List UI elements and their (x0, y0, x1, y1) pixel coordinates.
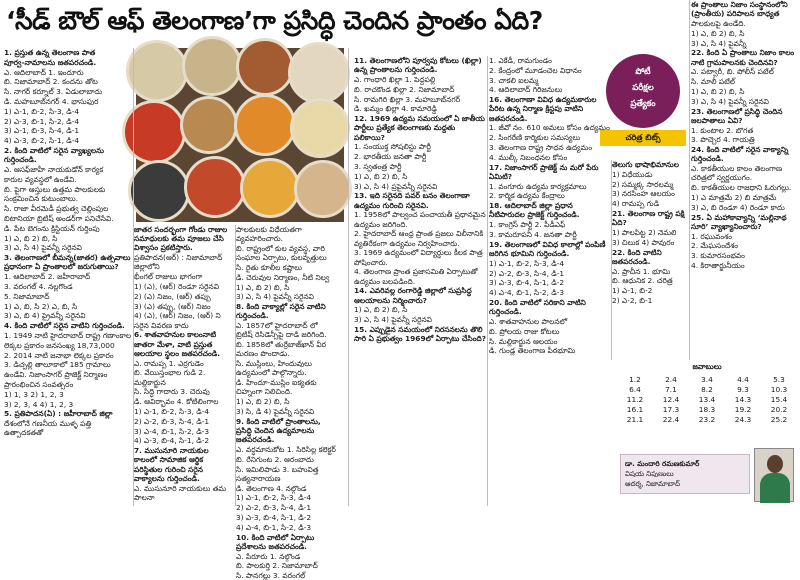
option-text: 4) ఎ-3, బి-4, సి-1, డి-2 (134, 436, 210, 446)
question-text: జాతర సందర్భంగా గోండు రాజుల సమాధులకు తమ పూజలు చేసి విశ్వాసం ప్రకటిస్తారు. (134, 225, 228, 253)
option-text: ఎ. ఆసఫ్‌జాహీ నాయకుడోన్ కార్యక (4, 164, 104, 174)
answer-cell: 1.2 (629, 375, 641, 384)
option-text: 1) ఎ-1, బి-2 (612, 286, 653, 296)
option-text: 5. నిజామాబాద్ (4, 291, 50, 301)
option-text: భీంగల్ రాజులు భాగంగా (134, 272, 203, 282)
question-text: 7. ముసునూరి నాయకుల కాలంలో సామాజిక ఆర్థిక పరిస్థితుల గురించి సరైన వాక్యాలను గుర్తించండి. (134, 446, 209, 483)
option-text: 3) (ఎ) తప్పు, (ఆర్) నిజం (134, 301, 211, 311)
answer-cell: 11.2 (626, 395, 644, 404)
option-text: 1) ఎ, బి, సి 2) ఎ, బి, సి (4, 301, 78, 311)
answer-cell: 13.4 (698, 395, 716, 404)
seed-bowl (290, 98, 350, 158)
option-text: బి. రాష్ట్రంలో కుల వ్యవస్థ, వారి సంఘాల ఏర్పాటు, కులవృత్తులు (236, 244, 327, 263)
option-text: 4. ముల్కీ నిబంధనల కోసం (489, 152, 568, 162)
option-text: డి. పేట బెగంను క్రిస్టియన్ గుర్తింపు (4, 223, 100, 233)
option-text: ప్రారంభించిన సంవత్సరం (4, 379, 74, 389)
option-text: 2. భారతీయ జనతా పార్టీ (354, 152, 427, 162)
option-text: 1) ఎ, బి 2) బి, సి (691, 28, 745, 38)
answer-cell: 19.2 (734, 405, 752, 414)
author-name: డా. మందారి రమణకుమార్ (625, 460, 700, 468)
option-text: సి. సిద్ధి గాదారు 3. చెరువు (134, 387, 210, 397)
author-photo (754, 448, 794, 502)
option-text: 3) ఎ, సి 4) ప్రపైవన్నీ సరైనవి (354, 181, 438, 191)
question-text: 11. తెలంగాణలోని పూర్వపు కోటలు (ఖిల్లా) ఉన్న ప్రాంతాలను గుర్తించండి. (354, 56, 482, 75)
option-text: ఎ. ప్రాచీన 1. భూమి (612, 266, 671, 276)
question-text: 8. కింది వాక్యాల్లో సరైన వాటిని గుర్తించండి. (236, 302, 326, 321)
option-text: 4) రామప్ప గుడి (612, 199, 660, 209)
option-text: 3) ఎ, సి 4) పైవన్నీ సరైనవి (236, 292, 314, 302)
option-text: 4) ఎ-4, బి-1, సి-2, డి-3 (489, 288, 565, 298)
question-text: పూర్వ-నామాలను జతపరచండి. (4, 57, 97, 67)
question-text: 20. కింది వాటిలో సరికాని వాటిని గుర్తించండి. (489, 297, 586, 317)
answer-grid (618, 375, 796, 424)
option-text: 1) ఎ, బి 2) బి, సి (236, 397, 290, 407)
option-text: 3. కుమారసంభవం (691, 251, 745, 261)
question-text: 18. ఆదిలాబాద్ జిల్లా ప్రధాన నీటిపారుదల ప్రాజెక్ట్ గుర్తించండి. (489, 201, 580, 220)
option-text: బి. ఆధునిక 2. చరిత్ర (612, 276, 673, 286)
column-a (4, 48, 132, 506)
option-text: డి. హిందూ-ముస్లిం ఐక్యతకు చిహ్నంగా నిలిచింది. (236, 378, 317, 397)
option-text: డి. చెరువుల నిర్మాణం, నీటి నిల్వ (236, 272, 330, 282)
column-divider (348, 48, 349, 506)
answer-cell: 17.3 (662, 405, 680, 414)
option-text: 2) ఎ-3, బి-1, సి-2, డి-4 (4, 116, 80, 126)
option-text: 1) ఎ, బి 2) బి, సి (354, 171, 408, 181)
answer-cell: 16.1 (626, 405, 644, 414)
option-text: బి. కాకతీయుల రాజధాని ఓరుగల్లు. (691, 183, 792, 193)
badge-line3: ప్రత్యేకం (630, 99, 656, 109)
answer-cell: 24.3 (734, 415, 752, 424)
answer-cell: 21.1 (626, 415, 644, 424)
question-text: 2. కింది వాటిలో సరైన వ్యాఖ్యలను గుర్తించండి. (4, 145, 104, 165)
answer-key-title: జవాబులు (692, 362, 722, 371)
option-text: 1) ఎ-1, బి-2, సి-3, డి-4 (4, 106, 80, 116)
badge-line2: పరీక్షల (632, 83, 654, 93)
option-text: 3) ఎ-1, బి-3, సి-4, డి-1 (4, 126, 80, 136)
option-text: 3. తెలంగాణ రాష్ట్ర సాధన ఉద్యమం (489, 142, 593, 152)
option-text: సి. ముస్లింలు, హిందువులు ఉద్యమంలో పాల్గొన్నారు. (236, 359, 312, 378)
option-text: సి. మాలీ పటేల్ (691, 77, 736, 87)
author-card (620, 448, 796, 504)
option-text: డి. తెలంగాణ 4. నల్గొండ (236, 483, 307, 493)
option-text: 1) ఎ, బి 2) బి, సి (4, 233, 58, 243)
answer-cell: 14.3 (734, 395, 752, 404)
option-text: 1) 1, 3 2) 1, 2, 3 (4, 389, 64, 399)
option-text: 3. డిచ్పల్లి తాలూకాలో 185 గ్రామాలు (4, 360, 111, 370)
option-text: 1. కాంగ్రెస్ పార్టీ 2. పీడీఎఫ్ (489, 220, 566, 230)
option-text: 3) ఎ-3, బి-4, సి-1, డి-2 (489, 278, 565, 288)
answer-cell: 7.1 (665, 385, 677, 394)
option-text: 1) విధేయుడు (612, 169, 653, 179)
option-text: ఎ. కాకతీయుల కాలం తెలంగాణ చరిత్రలో స్వర్ణయుగం. (691, 164, 783, 183)
answer-cell: 18.3 (698, 405, 716, 414)
option-text: 2. హైదరాబాద్ ఆంధ్ర ప్రాంత ప్రజలు విలీనానికి వ్యతిరేకంగా ఉద్యమం నిర్వహించారు. (354, 229, 484, 248)
seed-bowl (184, 156, 246, 218)
option-text: 2. సింగరేణి కార్మికుల సమస్యలు (489, 133, 581, 143)
answer-cell: 23.2 (698, 415, 716, 424)
author-role: విషయ నిపుణులు (625, 470, 674, 478)
option-text: ఎ. వర్ధమానుకోట 1. సిరిసిల్ల కలెక్టర్ (236, 444, 336, 454)
option-text: 3) ఎ, సి 4) పైవన్నీ (691, 38, 747, 48)
option-text: డి. గుండ్ల తెలంగాణ పీఠభూమి (489, 346, 576, 356)
question-text: 15. ఎప్పుడైన సమయంలో నిరసనలను తొలి సారి ఏ ప్రభుత్వం 1969లో ఏర్పాటు చేసింది? (354, 324, 486, 344)
history-bits-badge (600, 54, 686, 150)
option-text: ఎ. 1857లో హైదరాబాద్ లో బ్రిటిష్ రెసిడెన్సీపై దాడి జరిగింది. (236, 321, 327, 340)
option-text: 3) ఎ-4, బి-1, సి-2, డి-3 (134, 426, 210, 436)
answer-cell: 6.4 (629, 385, 641, 394)
option-text: ఎ. గాంధారి ఖిల్లా 1. పెద్దపల్లి (354, 75, 436, 84)
column-divider (487, 56, 488, 506)
answer-cell: 3.4 (701, 375, 713, 384)
question-text: 13. ఇది సరైనది పవర్ బనం తెలంగాణా ఉద్యమం గురించి సరైనవి. (354, 191, 470, 210)
column-g (691, 0, 797, 362)
question-text: 25. ఏ మహాకావ్యాన్ని ‘మల్లినాథ సూరి’ వ్యాఖ్యానించారు? (691, 212, 787, 231)
answer-cell: 12.4 (662, 395, 680, 404)
option-text: 1. 1958లో పాల్వంచ పంచాయతీ ప్రధానమైన ఉద్యమం జరిగింది. (354, 210, 486, 229)
option-text: బి. రేనిగుంట 2. ఆరంబాదు (236, 454, 314, 464)
author-info (620, 454, 750, 494)
option-text: 2. మేఘసందేశం (691, 241, 739, 251)
option-text: సి. ఇమిలిపాడు 3. బహువిత్త సత్యనారాయణ (236, 464, 319, 483)
avatar-head (767, 455, 783, 473)
option-text: సి. రామగిరి ఖిల్లా 3. మహబూబ్‌నగర్ (354, 94, 461, 104)
option-text: 1) ఎ మాత్రమే 2) బి మాత్రమే (691, 192, 777, 202)
question-text: 9. కింది వాటిలో ప్రాంతాలను, ప్రసిద్ధి చెందిన ఉద్యమాలను జతపరచండి. (236, 416, 321, 445)
option-text: 3) ఎ, సి 4) పైవన్నీ సరైనవి (354, 315, 432, 325)
option-text: 3. 1969 ఉద్యమంలో విద్యార్థులు కీలక పాత్ర పోషించారు. (354, 248, 483, 267)
answer-cell: 10.3 (770, 385, 788, 394)
seed-bowl (128, 160, 190, 222)
option-text: 2) ఎ-2, బి-3, సి-4, డి-1 (489, 268, 565, 278)
badge-line1: పోటీ (635, 67, 651, 77)
option-text: 4) ఎ-3, బి-2, సి-1, డి-4 (4, 136, 80, 146)
option-text: ఎ. ఆదిలాబాద్ 1. ఇందూరు (4, 67, 84, 77)
question-text: ఈ ప్రాంతాలు నిజాం సంస్థానంలోని (ప్రాంతీయ) పరిపాలన బాధ్యత (691, 0, 788, 19)
option-text: డి. మహబూబ్‌నగర్ 4. భాసుఫుర (4, 96, 99, 106)
option-text: డి. ఖమ్మం ఖిల్లా 4. కామారెడ్డి (354, 104, 437, 114)
question-text: 19. తెలంగాణలో వివిధ కాలాల్లో పంపిణీ జరిగిన భూమిని గుర్తించండి. (489, 239, 606, 258)
option-text: 3) సి, డి 4) పైవన్నీ సరైనవి (236, 406, 315, 416)
answer-cell: 2.4 (665, 375, 677, 384)
option-text: ప్రతిపాదన(ఆర్) : నిజామాబాద్ జిల్లాలోని (134, 253, 223, 272)
option-text: 4) (ఎ), (ఆర్) నిజం, (ఆర్) ని సరైన వివరణ కాదు (134, 311, 221, 330)
column-c (236, 225, 336, 580)
seed-bowl (240, 158, 300, 218)
column-d (354, 56, 486, 506)
option-text: 1) ఎ, బి 2) బి, సి (691, 86, 745, 96)
seed-bowls-photo (136, 48, 344, 222)
author-org: ఆదర్శ, నిజామాబాద్ (625, 480, 681, 488)
option-text: 1. కుంటాల 2. బొగత (691, 125, 754, 135)
question-text: 12. 1969 ఉద్యమ సమయంలో ఏ జాతీయ పార్టీలు ప్రత్యేక తెలంగాణకు మద్దతు పలికాయి? (354, 114, 485, 142)
column-f (612, 160, 692, 320)
seed-bowl (126, 40, 188, 102)
option-text: బి. రాచకొండ ఖిల్లా 2. నిజామాబాద్ (354, 84, 455, 94)
option-text: పాలకులకు విధేయతగా వ్యవహరించారు. (236, 225, 302, 244)
option-text: 1) ఎ, బి 2) బి, సి (236, 282, 290, 292)
seed-bowl (180, 96, 238, 154)
question-text: 1. ప్రస్తుత ఉన్న తెలంగాణ పాత (4, 48, 96, 57)
question-text: 14. ఎవరివల్ల రంగారెడ్డి జిల్లాలో సుప్రసిద్ధ ఆలయాలను నిర్మించారు? (354, 286, 472, 305)
headline: ‘సీడ్ బౌల్ ఆఫ్ తెలంగాణ’గా ప్రసిద్ధి చెందిన ప్రాంతం ఏది? (6, 6, 543, 35)
option-text: 2) (ఎ) నిజం, (ఆర్) తప్పు (134, 291, 211, 301)
option-text: 2. 2014 నాటి జనాభా లెక్కల ప్రకారం (4, 350, 114, 360)
option-text: బి. వేయిస్తంభాల గుడి 2. మల్లికార్జున (134, 368, 206, 387)
answer-cell: 8.2 (701, 385, 713, 394)
seed-bowl (288, 42, 350, 104)
option-text: 3) చిలుక 4) పావురం (612, 237, 675, 247)
option-text: 3) ఎ, బి రెండూ 4) రెండూ కాదు (691, 202, 785, 212)
option-text: 3) ఎ, బి 4) ప్రైవన్నీ సరైనవి (4, 311, 86, 321)
option-text: సి. రాజా వీరమెడీ ప్రభుత్వ చెల్లింపుల (4, 204, 109, 214)
option-text: 4) ఎ-4, బి-1, సి-2, డి-3 (236, 522, 312, 532)
option-text: డి. ఆవిర్భావం 4. కోటిలింగాల (134, 397, 219, 407)
question-text: 5. ప్రతిపాదన(ఏ) : జహీరాబాద్ జిల్లా (4, 409, 113, 419)
question-text: 16. తెలంగాణా వివిధ ఉద్యమకారుల పేరిట ఉన్న నిర్మాణ క్రిస్టపు వాటిని జతపరచండి. (489, 95, 597, 123)
option-text: 3) ఎ, సి 4) పైవన్నీ సరైనవి (691, 96, 769, 106)
option-text: బిటానియా బ్రిటిష్ అండర్‌గా పనిచేసేవి. (4, 213, 114, 223)
answer-cell: 25.2 (770, 415, 788, 424)
option-text: లెక్కల ప్రకారం జనసంఖ్య 18,73,000 (4, 340, 115, 350)
option-text: 2. కార్మిక ఉద్యమ కేంద్రాలు (489, 191, 565, 201)
option-text: 3) 2, 3, 4 4) 1, 2, 3 (4, 399, 74, 409)
option-text: సి. పానగల్లు 3. వరంగల్ (236, 571, 306, 580)
option-text: 3. కామరూపనీ 4. జనతా పార్టీ (489, 229, 577, 239)
column-e (489, 56, 610, 506)
badge-ribbon: చరిత్ర బిట్స్ (600, 130, 686, 146)
option-text: పాలకులపై ఉండేది. (691, 19, 746, 28)
question-text: 3. తెలంగాణలో బీమన్న(జాతర) ఉత్సవాలు ప్రధానంగా ఏ ప్రాంతాలలో జరుగుతాయి? (4, 253, 131, 272)
option-text: ఎ. రామప్ప 1. ఎర్రగుడెం (134, 358, 204, 368)
answer-cell: 15.4 (770, 395, 788, 404)
column-b (134, 225, 234, 506)
option-text: బి. పాలకుర్తి 2. నిజామాబాద్ (236, 561, 318, 571)
option-text: 1) (ఎ), (ఆర్) రెండూ సరైనవి (134, 282, 219, 291)
option-text: 3) ఎ, సి 4) పైవన్నీ సరైనవి (4, 243, 82, 253)
answer-cell: 5.3 (773, 375, 785, 384)
option-text: 2) ఎ-2, బి-3, సి-4, డి-1 (236, 503, 312, 513)
option-text: సంక్రమించిన కుటుంబాలు. (4, 194, 79, 204)
avatar-body (760, 473, 790, 503)
option-text: 1. 1949 నాటి హైదరాబాద్ రాష్ట్ర గణాంకాల (4, 330, 132, 340)
seed-bowl (182, 36, 242, 96)
option-text: 1. జీవో నం. 610 అమలు కోసం ఉద్యమం (489, 123, 610, 133)
option-text: దేశంలోనే గణనీయ ముళ్ళ పత్తి ఉత్పాదకతతో (4, 419, 92, 438)
answer-cell: 9.3 (737, 385, 749, 394)
option-text: 3. పొచ్చెర 4. గాయత్రి (691, 135, 755, 145)
option-text: కారుల వ్యవస్థలో ఉండేవి. (4, 174, 77, 184)
option-text: బి. నిజామాబాద్ 2. కందను తోట (4, 77, 98, 87)
option-text: 1. సంయుక్త సోషలిస్టు పార్టీ (354, 142, 431, 152)
option-text: 2) ఎ-2, బి-1 (612, 295, 653, 305)
question-text: 22. కింది ఏ ప్రాంతాలు నిజాం కాలం నాటి గ్రామపాలనకు చెందినవి? (691, 48, 795, 67)
option-text: ఎ. పట్వారీ, బి. పోలీస్ పటేల్ (691, 67, 774, 77)
option-text: 1. రఘువంశం (691, 231, 732, 241)
option-text: సి. మల్లికార్జున ఆలయం (489, 336, 558, 346)
question-text: 23. తెలంగాణలో ప్రసిద్ధి చెందిన జలపాతాలు ఏవి? (691, 106, 783, 125)
option-text: 3. చాకలి ఐలమ్మ (489, 75, 539, 85)
option-text: ఎ. పేరూరు 1. నల్గొండ (236, 551, 301, 561)
option-text: 1) ఎ-1, బి-2, సి-3, డి-4 (489, 258, 565, 268)
option-text: 3) ఎ-3, బి-4, సి-1, డి-2 (236, 512, 312, 522)
option-text: సి. నాగర్ కర్నూల్ 3. ఏడులాబాదు (4, 87, 103, 97)
option-text: బి. పైగా ఆస్తులు ఉత్తమ పాలకులకు (4, 184, 106, 194)
option-text: 1. ఆదిలాబాద్ 2. జహీరాబాద్ (4, 272, 91, 282)
option-text: 1. ఎకేడీ, రామగుండం (489, 56, 552, 65)
question-text: 10. కింది వాటిలో ఏర్పాటు ప్రదేశాలను జతపరచండి. (236, 532, 315, 551)
answer-cell: 20.2 (770, 405, 788, 414)
seed-bowl (236, 38, 294, 96)
option-text: 4. ఆదిలాబాద్ గిరిజనులు (489, 85, 563, 95)
question-text: 24. కింది వాటిలో సరైన వాక్యాన్ని గుర్తించండి. (691, 145, 789, 164)
option-text: 1. వంగూరు ఉద్యమ కార్యక్రమాలు (489, 181, 587, 191)
option-text: 1) ఎ-1, బి-2, సి-3, డి-4 (134, 406, 210, 416)
option-text: సి. రైతు కూలీల కష్టాలు (236, 263, 303, 272)
option-text: బి. 1858లో తుర్రేబాజ్‌ఖాన్ వీర మరణం పొందాడు. (236, 340, 327, 359)
question-text: 4. కింది వాటిలో సరైన వాటిని గుర్తించండి. (4, 321, 125, 331)
option-text: 3. స్వతంత్ర పార్టీ (354, 161, 402, 171)
question-text: తెలుగు భాషాభిమానుల (612, 160, 679, 169)
badge-circle (606, 54, 680, 128)
option-text: 2. కేంద్రంలో మూడంచెల విధానం (489, 65, 582, 75)
option-text: 1) ఎ-1, బి-2, సి-3, డి-4 (236, 493, 312, 503)
question-text: 17. నిజాంసాగర్ ప్రాజెక్ట్ ను మరో పేరు ఏమిటి? (489, 162, 599, 181)
answer-cell: 4.4 (737, 375, 749, 384)
option-text: 2) సమ్మక్క సారలమ్మ (612, 179, 674, 189)
question-text: 22. కింది వాటిని జతపరచండి. (612, 247, 662, 266)
option-text: 3) నరసింహ ఆలయం (612, 189, 675, 199)
seed-bowl (294, 160, 352, 218)
option-text: 3. వరంగల్ 4. నల్లగొండ (4, 281, 73, 291)
option-text: 4. తెలంగాణ ప్రాంత ప్రజాసమితి ఏర్పాటుతో ఉద్యమం బలపడింది. (354, 267, 478, 286)
option-text: ఎ. ముసునూరి నాయకులు తమ పాలనా (134, 483, 227, 502)
option-text: 2) ఎ-2, బి-3, సి-4, డి-1 (134, 416, 210, 426)
option-text: ఎ. శాతవాహనుల పాలనలో (489, 316, 568, 326)
option-text: బి. ప్రోలయ రాజు కోటలు (489, 326, 560, 336)
option-text: 1) పాలపిట్ట 2) నెమలి (612, 227, 677, 237)
option-text: 1) ఎ, బి 2) బి, సి (354, 305, 408, 315)
answer-cell: 22.4 (662, 415, 680, 424)
option-text: ఉండేవి. నిజాంసాగర్ ప్రాజెక్ట్ నిర్మాణం (4, 370, 108, 380)
answer-key (618, 362, 796, 444)
question-text: 21. తెలంగాణ రాష్ట్ర పక్షి ఏది? (612, 208, 685, 228)
option-text: 4. కిరాతార్జునీయం (691, 260, 745, 270)
question-text: 6. శాతవాహనుల కాలంనాటి జాతరా మేళా, వాటి ప్రస్తుత ఆలయాల స్థలం జతపరచండి. (134, 330, 221, 358)
seed-bowl (234, 94, 296, 156)
